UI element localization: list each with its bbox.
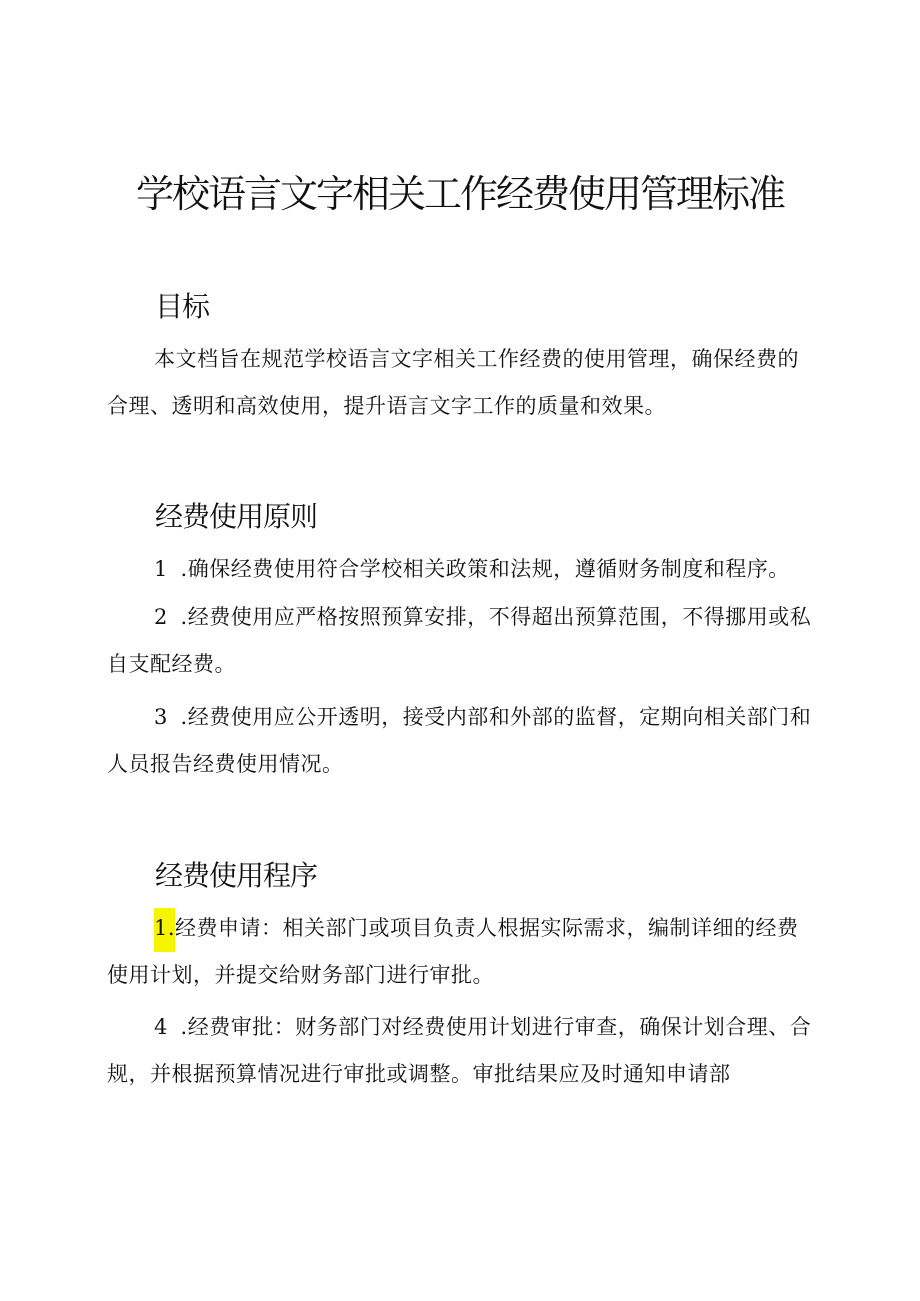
- section-heading-principles: 经费使用原则: [155, 500, 318, 533]
- section-heading-procedure: 经费使用程序: [155, 859, 318, 892]
- principle-text-3: 经费使用应公开透明，接受内部和外部的监督，定期向相关部门和人员报告经费使用情况。: [107, 705, 812, 776]
- principle-number-1: 1: [154, 557, 174, 581]
- principle-number-2: 2: [154, 605, 174, 629]
- section-heading-goal: 目标: [155, 290, 210, 323]
- principle-text-1: 确保经费使用符合学校相关政策和法规，遵循财务制度和程序。: [187, 557, 790, 581]
- goal-paragraph: 本文档旨在规范学校语言文字相关工作经费的使用管理，确保经费的合理、透明和高效使用，提升语言文字工作的质量和效果。: [107, 347, 799, 418]
- principle-item-2: 2 .经费使用应严格按照预算安排，不得超出预算范围，不得挪用或私自支配经费。: [107, 605, 812, 676]
- procedure-text-4: 经费审批：财务部门对经费使用计划进行审查，确保计划合理、合规，并根据预算情况进行审批或调整。审批结果应及时通知申请部: [107, 1015, 812, 1086]
- principle-text-2: 经费使用应严格按照预算安排，不得超出预算范围，不得挪用或私自支配经费。: [107, 605, 812, 676]
- principle-number-3: 3: [154, 705, 174, 729]
- procedure-number-1-highlighted: 1.: [154, 908, 175, 952]
- principle-item-1: 1 .确保经费使用符合学校相关政策和法规，遵循财务制度和程序。: [154, 557, 790, 581]
- procedure-item-1: [107, 905, 817, 999]
- procedure-number-4: 4: [154, 1015, 174, 1039]
- principle-item-3: 3 .经费使用应公开透明，接受内部和外部的监督，定期向相关部门和人员报告经费使用情况。: [107, 705, 812, 776]
- procedure-item-4: 4 .经费审批：财务部门对经费使用计划进行审查，确保计划合理、合规，并根据预算情况进行审批或调整。审批结果应及时通知申请部: [107, 1015, 812, 1086]
- procedure-text-1: 经费申请：相关部门或项目负责人根据实际需求，编制详细的经费使用计划，并提交给财务部门进行审批。: [107, 916, 799, 987]
- document-title: 学校语言文字相关工作经费使用管理标准: [135, 172, 784, 216]
